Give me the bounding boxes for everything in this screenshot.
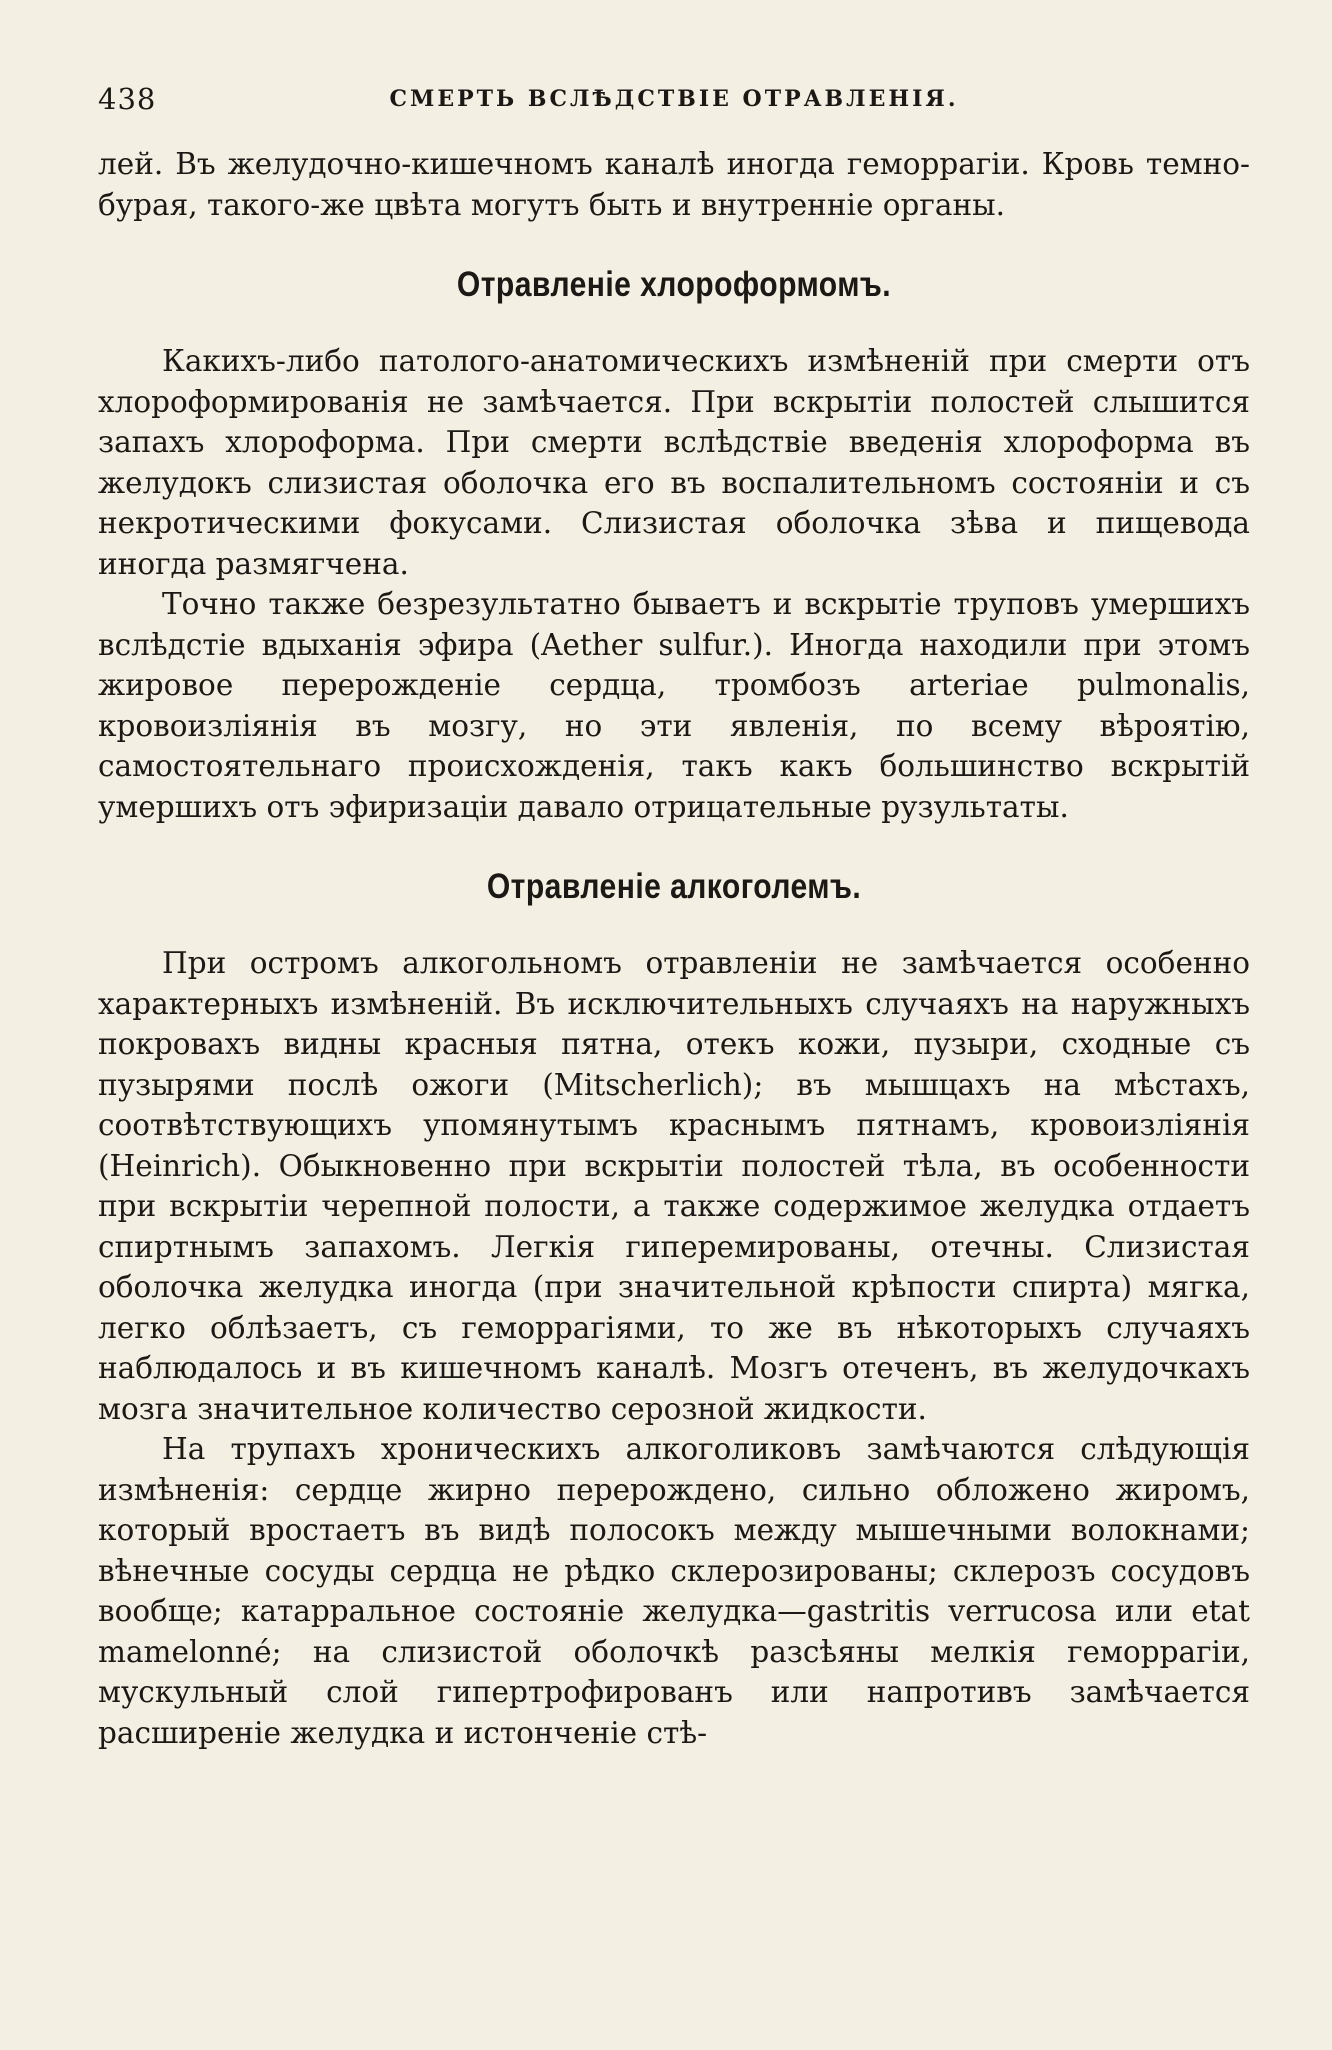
paragraph-chloroform-2: Точно также безрезультатно бываетъ и вскрытіе труповъ умершихъ вслѣдстіе вдыханія эфира (Aether sulfur.). Иногда находили при этомъ жировое перерожденіе сердца, тромбозъ arteriae pulmonalis, кровоизліянія въ мозгу, но эти явленія, по всему вѣроятію, самостоятельнаго происхожденія, такъ какъ большинство вскрытій умершихъ отъ эфиризаціи давало отрицательные рузультаты.	[98, 587, 1250, 824]
paragraph-chloroform-1: Какихъ-либо патолого-анатомическихъ измѣненій при смерти отъ хлороформированія не замѣчается. При вскрытіи полостей слышится запахъ хлороформа. При смерти вслѣдствіе введенія хлороформа въ желудокъ слизистая оболочка его въ воспалительномъ состояніи и съ некротическими фокусами. Слизистая оболочка зѣва и пищевода иногда размягчена.	[98, 344, 1250, 581]
page-number: 438	[98, 82, 157, 116]
book-page	[98, 78, 1250, 1753]
section-heading-chloroform: Отравленіе хлороформомъ.	[456, 265, 892, 304]
paragraph-alcohol-2: На трупахъ хроническихъ алкоголиковъ замѣчаются слѣдующія измѣненія: сердце жирно перерождено, сильно обложено жиромъ, который вростаетъ въ видѣ полосокъ между мышечными волокнами; вѣнечные сосуды сердца не рѣдко склерозированы; склерозъ сосудовъ вообще; катарральное состояніе желудка—gastritis verrucosa или etat mamelonné; на слизистой оболочкѣ разсѣяны мелкія геморрагіи, мускульный слой гипертрофированъ или напротивъ замѣчается расширеніе желудка и истонченіе стѣ-	[98, 1432, 1250, 1750]
page-body	[98, 144, 1250, 1753]
paragraph-alcohol-1: При остромъ алкогольномъ отравленіи не замѣчается особенно характерныхъ измѣненій. Въ исключительныхъ случаяхъ на наружныхъ покровахъ видны красныя пятна, отекъ кожи, пузыри, сходные съ пузырями послѣ ожоги (Mitscherlich); въ мышцахъ на мѣстахъ, соотвѣтствующихъ упомянутымъ краснымъ пятнамъ, кровоизліянія (Heinrich). Обыкновенно при вскрытіи полостей тѣла, въ особенности при вскрытіи черепной полости, а также содержимое желудка отдаетъ спиртнымъ запахомъ. Легкія гиперемированы, отечны. Слизистая оболочка желудка иногда (при значительной крѣпости спирта) мягка, легко облѣзаетъ, съ геморрагіями, то же въ нѣкоторыхъ случаяхъ наблюдалось и въ кишечномъ каналѣ. Мозгъ отеченъ, въ желудочкахъ мозга значительное количество серозной жидкости.	[98, 946, 1250, 1426]
running-head: СМЕРТЬ ВСЛѢДСТВІЕ ОТРАВЛЕНІЯ.	[389, 86, 959, 112]
page-header	[98, 78, 1250, 124]
paragraph-continuation: лей. Въ желудочно-кишечномъ каналѣ иногда геморрагіи. Кровь темно-бурая, такого-же цвѣта могутъ быть и внутренніе органы.	[98, 147, 1250, 222]
section-heading-alcohol: Отравленіе алкоголемъ.	[486, 867, 862, 906]
